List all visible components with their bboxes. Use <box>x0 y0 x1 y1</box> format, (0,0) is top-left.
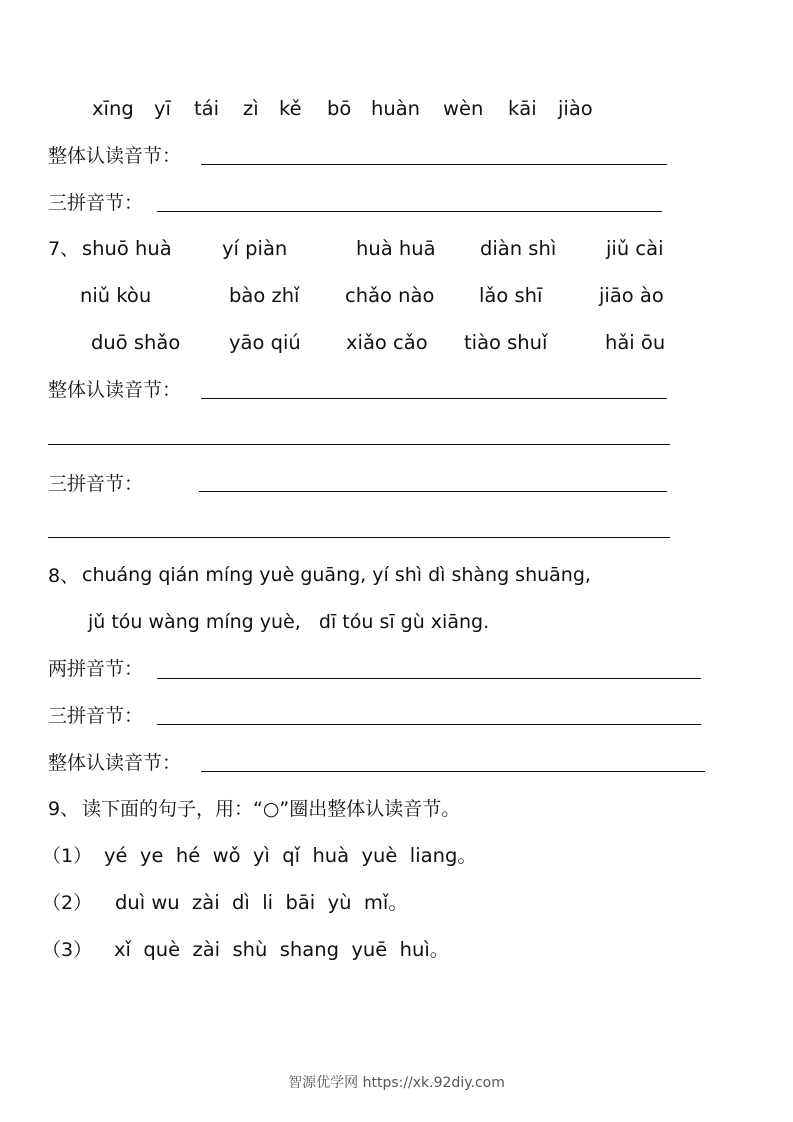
q7-word: huà huā <box>356 237 436 260</box>
q6-syllable: huàn <box>371 97 421 120</box>
q7-word: diàn shì <box>480 237 557 260</box>
q8-number: 8、 <box>48 565 80 587</box>
q7-word: niǔ kòu <box>80 284 152 307</box>
q6-syllable: yī <box>154 97 171 120</box>
q7-word: bào zhǐ <box>229 284 300 307</box>
q7-word: xiǎo cǎo <box>346 331 428 354</box>
q9-item-number: （1） <box>42 845 93 867</box>
q7-whole-answer-line[interactable] <box>201 398 667 399</box>
q7-word: jiǔ cài <box>606 237 664 260</box>
q8-two-answer-line[interactable] <box>157 678 701 679</box>
q7-three-answer-line-2[interactable] <box>48 537 670 538</box>
q8-three-answer-line[interactable] <box>157 724 701 725</box>
q7-word: yí piàn <box>222 237 288 260</box>
q7-word: tiào shuǐ <box>464 331 548 354</box>
q6-three-label: 三拼音节： <box>48 192 144 214</box>
q7-word: chǎo nào <box>345 284 435 307</box>
q7-whole-answer-line-2[interactable] <box>48 444 670 445</box>
q8-poem-line-1: chuáng qián míng yuè guāng, yí shì dì shàng shuāng, <box>82 564 591 586</box>
q7-word: duō shǎo <box>91 331 181 354</box>
q9-instruction: 读下面的句子，用：“○”圈出整体认读音节。 <box>82 798 461 820</box>
q7-word: jiāo ào <box>599 284 664 307</box>
q6-syllable: jiào <box>558 97 593 120</box>
q7-three-answer-line[interactable] <box>199 491 667 492</box>
q6-three-answer-line[interactable] <box>157 211 662 212</box>
q6-syllable: zì <box>243 97 259 120</box>
q9-item-text: xǐ què zài shù shang yuē huì。 <box>114 938 450 961</box>
q7-word: yāo qiú <box>229 331 301 354</box>
q7-number: 7、 <box>48 238 80 260</box>
q9-item-text: yé ye hé wǒ yì qǐ huà yuè liang。 <box>104 844 477 867</box>
q8-two-label: 两拼音节： <box>48 658 144 680</box>
footer-watermark: 智源优学网 https://xk.92diy.com <box>288 1075 505 1091</box>
q6-syllable: wèn <box>443 97 484 120</box>
q9-item-number: （2） <box>42 892 93 914</box>
q6-syllable: tái <box>194 97 220 120</box>
q9-item-number: （3） <box>42 939 93 961</box>
q6-syllable: kāi <box>508 97 537 120</box>
q8-poem-line-2: jǔ tóu wàng míng yuè, dī tóu sī gù xiāng. <box>88 611 490 633</box>
q6-whole-answer-line[interactable] <box>201 164 667 165</box>
q6-syllable: bō <box>327 97 352 120</box>
q7-whole-label: 整体认读音节： <box>48 379 182 401</box>
q9-item-text: duì wu zài dì li bāi yù mǐ。 <box>115 891 408 914</box>
q8-whole-label: 整体认读音节： <box>48 752 182 774</box>
q8-three-label: 三拼音节： <box>48 705 144 727</box>
q7-word: hǎi ōu <box>605 331 666 354</box>
q7-three-label: 三拼音节： <box>48 473 144 495</box>
q7-word: lǎo shī <box>479 284 543 307</box>
q6-syllable: kě <box>279 97 302 120</box>
q9-number: 9、 <box>48 798 80 820</box>
q8-whole-answer-line[interactable] <box>201 771 705 772</box>
q6-whole-label: 整体认读音节： <box>48 145 182 167</box>
q7-word: shuō huà <box>82 237 172 260</box>
q6-syllable: xīng <box>92 97 134 120</box>
